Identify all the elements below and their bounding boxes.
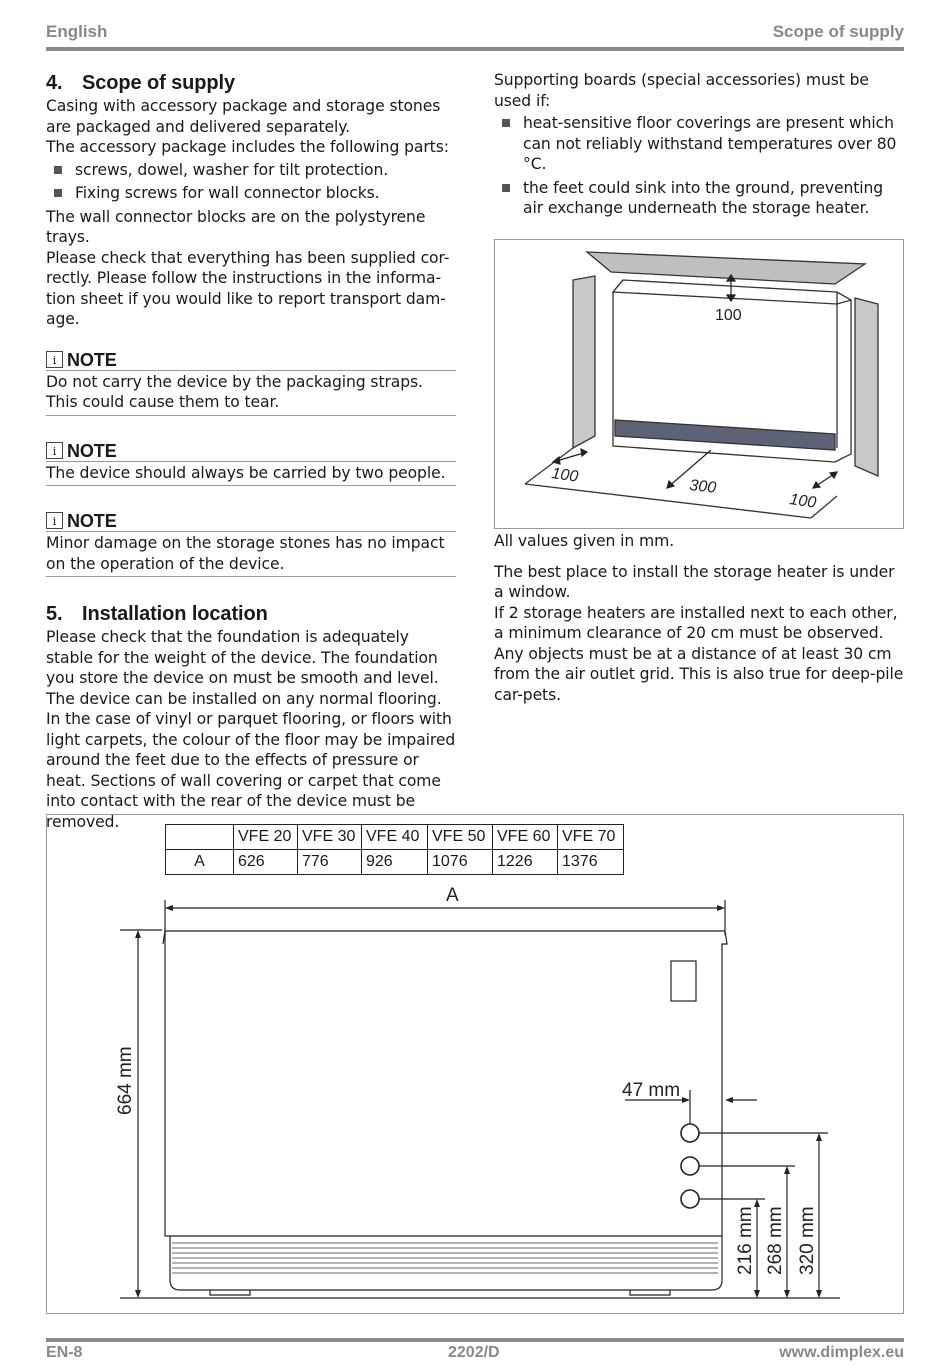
info-icon: i — [46, 442, 63, 459]
values-caption: All values given in mm. — [494, 532, 675, 550]
clearance-right-label: 100 — [788, 491, 818, 512]
table-cell: VFE 60 — [493, 825, 558, 850]
conn-label-320: 320 mm — [797, 1206, 818, 1275]
table-cell: VFE 50 — [428, 825, 493, 850]
scope-title: Scope of supply — [82, 72, 235, 94]
list-item-text: screws, dowel, washer for tilt protection. — [75, 160, 389, 179]
table-cell: VFE 30 — [298, 825, 362, 850]
table-cell: 626 — [234, 850, 298, 875]
table-cell: 1376 — [558, 850, 624, 875]
note-title: NOTE — [67, 440, 117, 461]
install-advice-p2: If 2 storage heaters are installed next to each other, a minimum clearance of 20 cm must be observed. Any objects must be at a distance of at least 30 cm from the air outlet grid. This is also true for deep-pile car-pets. — [494, 603, 904, 704]
offset-label: 47 mm — [622, 1080, 681, 1101]
supporting-boards-intro: Supporting boards (special accessories) must be used if: — [494, 71, 869, 110]
footer-website[interactable]: www.dimplex.eu — [779, 1344, 904, 1361]
header-language: English — [46, 22, 108, 41]
connector-circle-1 — [681, 1124, 699, 1142]
connector-circle-3 — [681, 1190, 699, 1208]
footer-page: EN-8 — [46, 1344, 83, 1361]
table-cell: VFE 70 — [558, 825, 624, 850]
connector-ext-lines — [699, 1133, 828, 1199]
install-advice-p1: The best place to install the storage heater is under a window. — [494, 562, 895, 601]
control-panel — [671, 961, 696, 1001]
table-cell: A — [166, 850, 234, 875]
dimension-arrowheads — [135, 905, 822, 1298]
scope-p1: Casing with accessory package and storage stones are packaged and delivered separately. — [46, 97, 441, 136]
scope-p3: The wall connector blocks are on the polystyrene trays. — [46, 207, 426, 246]
table-cell: 776 — [298, 850, 362, 875]
height-label: 664 mm — [115, 1046, 136, 1115]
footer-rule — [46, 1338, 904, 1342]
conn-label-216: 216 mm — [735, 1206, 756, 1275]
scope-number: 4. — [46, 72, 63, 94]
scope-p2: The accessory package includes the following parts: — [46, 138, 449, 156]
table-cell: 1076 — [428, 850, 493, 875]
install-p1: Please check that the foundation is adequately stable for the weight of the device. The foundation you store the device on must be smooth and level. — [46, 628, 439, 687]
install-number: 5. — [46, 603, 63, 625]
scope-p4: Please check that everything has been supplied cor-rectly. Please follow the instructions in the informa-tion sheet if you would like to report transport dam-age. — [46, 248, 450, 328]
footer-code: 2202/D — [448, 1344, 500, 1361]
list-item-text: heat-sensitive floor coverings are present which can not reliably withstand temperatures over 80 °C. — [523, 114, 897, 173]
header-section: Scope of supply — [772, 22, 904, 41]
install-title: Installation location — [82, 603, 268, 625]
table-cell: 1226 — [493, 850, 558, 875]
clearance-top-label: 100 — [715, 307, 742, 324]
device-feet — [210, 1290, 670, 1295]
note-text: Minor damage on the storage stones has no impact on the operation of the device. — [46, 532, 456, 577]
width-ext-lines — [165, 900, 725, 935]
connector-circle-2 — [681, 1157, 699, 1175]
note-title: NOTE — [67, 349, 117, 370]
clearance-front-label: 300 — [688, 477, 717, 497]
width-label: A — [446, 885, 459, 906]
info-icon: i — [46, 512, 63, 529]
clearance-left-label: 100 — [550, 465, 580, 486]
note-text: Do not carry the device by the packaging straps. This could cause them to tear. — [46, 371, 456, 416]
conn-label-268: 268 mm — [765, 1206, 786, 1275]
note-title: NOTE — [67, 511, 117, 531]
list-item-text: the feet could sink into the ground, preventing air exchange underneath the storage heater. — [523, 178, 884, 217]
table-cell: 926 — [362, 850, 428, 875]
table-cell: VFE 40 — [362, 825, 428, 850]
list-item-text: Fixing screws for wall connector blocks. — [75, 184, 380, 202]
grille-lines — [172, 1243, 718, 1273]
info-icon: i — [46, 351, 63, 368]
note-text: The device should always be carried by two people. — [46, 462, 456, 487]
table-cell: VFE 20 — [234, 825, 298, 850]
install-p2: The device can be installed on any normal flooring. In the case of vinyl or parquet flooring, or floors with light carpets, the colour of the floor may be impaired around the feet due to the effects of pressure or heat. Sections of wall covering or carpet that come into contact with the rear of the device must be removed. — [46, 689, 456, 831]
